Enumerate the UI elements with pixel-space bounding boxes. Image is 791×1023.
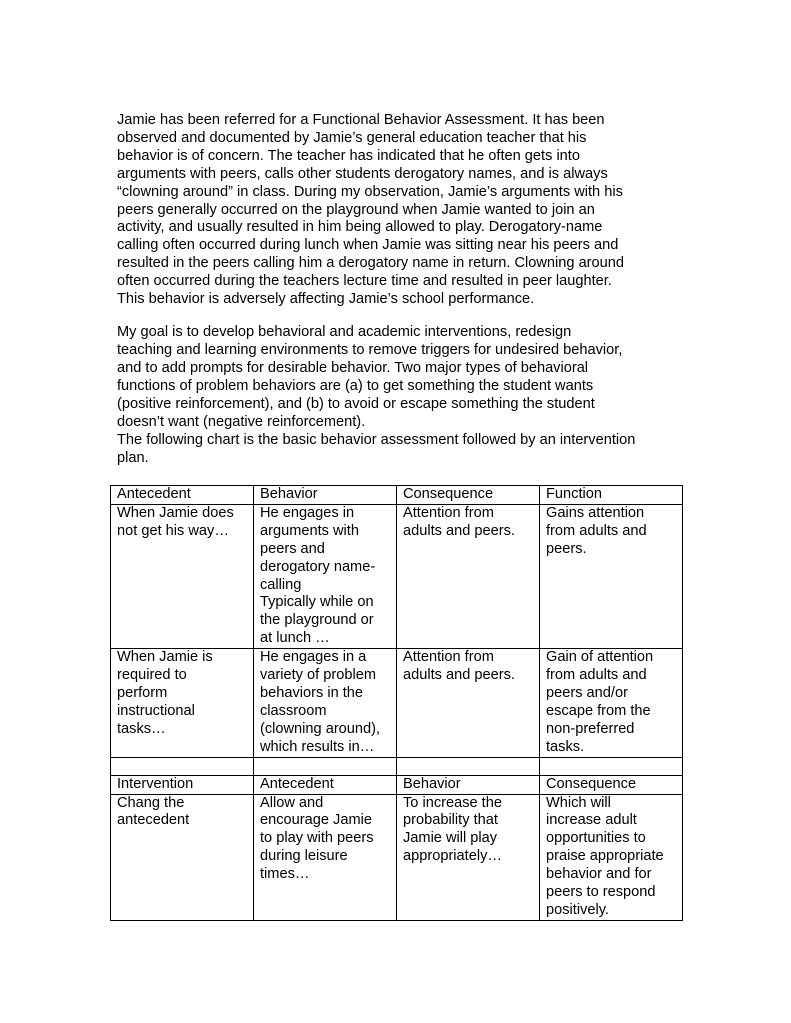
table-cell: Chang the antecedent: [111, 794, 254, 920]
behavior-assessment-table: [110, 485, 683, 921]
header-behavior: Behavior: [254, 486, 397, 505]
header-function: Function: [540, 486, 683, 505]
table-cell: To increase the probability that Jamie will play appropriately…: [397, 794, 540, 920]
header-intervention: Intervention: [111, 775, 254, 794]
table-cell: Which will increase adult opportunities to praise appropriate behavior and for peers to respond positively.: [540, 794, 683, 920]
empty-cell: [254, 757, 397, 775]
table-cell: He engages in arguments with peers and derogatory name- calling Typically while on the playground or at lunch …: [254, 504, 397, 648]
paragraph-chart-intro: The following chart is the basic behavior assessment followed by an intervention plan.: [117, 432, 636, 466]
empty-cell: [397, 757, 540, 775]
empty-cell: [111, 757, 254, 775]
empty-spacer-row: [111, 757, 683, 775]
header-behavior: Behavior: [397, 775, 540, 794]
table-cell: When Jamie is required to perform instructional tasks…: [111, 649, 254, 757]
header-antecedent: Antecedent: [254, 775, 397, 794]
header-consequence: Consequence: [397, 486, 540, 505]
table-row: [111, 504, 683, 648]
table-cell: Attention from adults and peers.: [397, 504, 540, 648]
table-cell: When Jamie does not get his way…: [111, 504, 254, 648]
header-consequence: Consequence: [540, 775, 683, 794]
table-cell: Attention from adults and peers.: [397, 649, 540, 757]
empty-cell: [540, 757, 683, 775]
table-cell: Gain of attention from adults and peers and/or escape from the non-preferred tasks.: [540, 649, 683, 757]
table-row: [111, 794, 683, 920]
table-cell: Gains attention from adults and peers.: [540, 504, 683, 648]
table-cell: Allow and encourage Jamie to play with peers during leisure times…: [254, 794, 397, 920]
intervention-header-row: [111, 775, 683, 794]
header-antecedent: Antecedent: [111, 486, 254, 505]
paragraph-goal: My goal is to develop behavioral and academic interventions, redesign teaching and learning environments to remove triggers for undesired behavior, and to add prompts for desirable behavior. Two major types of behavioral functions of problem behaviors are (a) to get something the student wants (positive reinforcement), and (b) to avoid or escape something the student doesn’t want (negative reinforcement).: [117, 324, 623, 430]
assessment-header-row: [111, 486, 683, 505]
table-row: [111, 649, 683, 757]
table-cell: He engages in a variety of problem behaviors in the classroom (clowning around), which results in…: [254, 649, 397, 757]
paragraph-referral: Jamie has been referred for a Functional Behavior Assessment. It has been observed and documented by Jamie’s general education teacher that his behavior is of concern. The teacher has indicated that he often gets into arguments with peers, calls other students derogatory names, and is always “clowning around” in class. During my observation, Jamie’s arguments with his peers generally occurred on the playground when Jamie wanted to join an activity, and usually resulted in him being allowed to play. Derogatory-name calling often occurred during lunch when Jamie was sitting near his peers and resulted in the peers calling him a derogatory name in return. Clowning around often occurred during the teachers lecture time and resulted in peer laughter. This behavior is adversely affecting Jamie’s school performance.: [117, 112, 625, 308]
